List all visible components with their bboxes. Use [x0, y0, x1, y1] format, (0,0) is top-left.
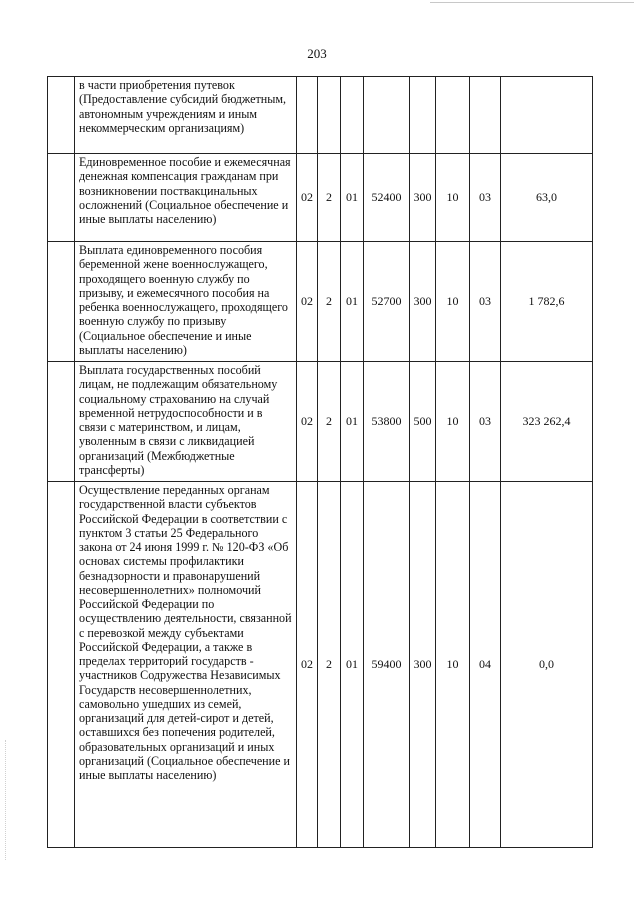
- row-description: Осуществление переданных органам государственной власти субъектов Российской Федерации в соответствии с пунктом 3 статьи 25 Федерального закона от 24 июня 1999 г. № 120-ФЗ «Об основах системы профилактики безнадзорности и правонарушений несовершеннолетних» полномочий Российской Федерации по осуществлению деятельности, связанной с перевозкой между субъектами Российской Федерации, а также в пределах территорий государств - участников Содружества Независимых Государств несовершеннолетних, самовольно ушедших из семей, организаций для детей-сирот и детей, оставшихся без попечения родителей, образовательных организаций и иных организаций (Социальное обеспечение и иные выплаты населению): [75, 482, 297, 848]
- direction-code: 53800: [364, 362, 410, 482]
- direction-code: 52700: [364, 242, 410, 362]
- empty-cell: [48, 242, 75, 362]
- section-code: 10: [436, 362, 470, 482]
- section-code: [436, 77, 470, 154]
- margin-marks: [5, 740, 7, 860]
- expense-type-code: [410, 77, 436, 154]
- section-code: 10: [436, 242, 470, 362]
- table-row: [48, 242, 593, 362]
- row-description: Выплата единовременного пособия беременной жене военнослужащего, проходящего военную службу по призыву, и ежемесячного пособия на ребенка военнослужащего, проходящего военную службу по призыву (Социальное обеспечение и иные выплаты населению): [75, 242, 297, 362]
- top-edge-rule: [430, 2, 634, 3]
- subsection-code: 03: [470, 362, 501, 482]
- subprogram-code: 2: [318, 482, 341, 848]
- event-code: 01: [341, 242, 364, 362]
- subsection-code: [470, 77, 501, 154]
- amount-cell: 323 262,4: [501, 362, 593, 482]
- program-code: [297, 77, 318, 154]
- row-description: Единовременное пособие и ежемесячная денежная компенсация гражданам при возникновении поствакцинальных осложнений (Социальное обеспечение и иные выплаты населению): [75, 154, 297, 242]
- subsection-code: 03: [470, 154, 501, 242]
- amount-cell: [501, 77, 593, 154]
- subprogram-code: 2: [318, 154, 341, 242]
- subprogram-code: 2: [318, 242, 341, 362]
- subprogram-code: 2: [318, 362, 341, 482]
- table-row: [48, 482, 593, 848]
- expense-type-code: 300: [410, 242, 436, 362]
- program-code: 02: [297, 154, 318, 242]
- event-code: 01: [341, 482, 364, 848]
- expense-type-code: 300: [410, 154, 436, 242]
- row-description: в части приобретения путевок (Предоставление субсидий бюджетным, автономным учреждениям и иным некоммерческим организациям): [75, 77, 297, 154]
- row-description: Выплата государственных пособий лицам, не подлежащим обязательному социальному страхованию на случай временной нетрудоспособности и в связи с материнством, и лицам, уволенным в связи с ликвидацией организаций (Межбюджетные трансферты): [75, 362, 297, 482]
- expense-type-code: 300: [410, 482, 436, 848]
- program-code: 02: [297, 362, 318, 482]
- direction-code: 52400: [364, 154, 410, 242]
- section-code: 10: [436, 482, 470, 848]
- subsection-code: 03: [470, 242, 501, 362]
- amount-cell: 1 782,6: [501, 242, 593, 362]
- table-row: [48, 77, 593, 154]
- empty-cell: [48, 77, 75, 154]
- program-code: 02: [297, 482, 318, 848]
- subprogram-code: [318, 77, 341, 154]
- direction-code: [364, 77, 410, 154]
- event-code: 01: [341, 154, 364, 242]
- event-code: 01: [341, 362, 364, 482]
- program-code: 02: [297, 242, 318, 362]
- direction-code: 59400: [364, 482, 410, 848]
- table-row: [48, 362, 593, 482]
- subsection-code: 04: [470, 482, 501, 848]
- page-number: 203: [307, 46, 327, 61]
- table-row: [48, 154, 593, 242]
- amount-cell: 0,0: [501, 482, 593, 848]
- empty-cell: [48, 482, 75, 848]
- section-code: 10: [436, 154, 470, 242]
- budget-table: [47, 76, 593, 848]
- amount-cell: 63,0: [501, 154, 593, 242]
- empty-cell: [48, 362, 75, 482]
- empty-cell: [48, 154, 75, 242]
- expense-type-code: 500: [410, 362, 436, 482]
- event-code: [341, 77, 364, 154]
